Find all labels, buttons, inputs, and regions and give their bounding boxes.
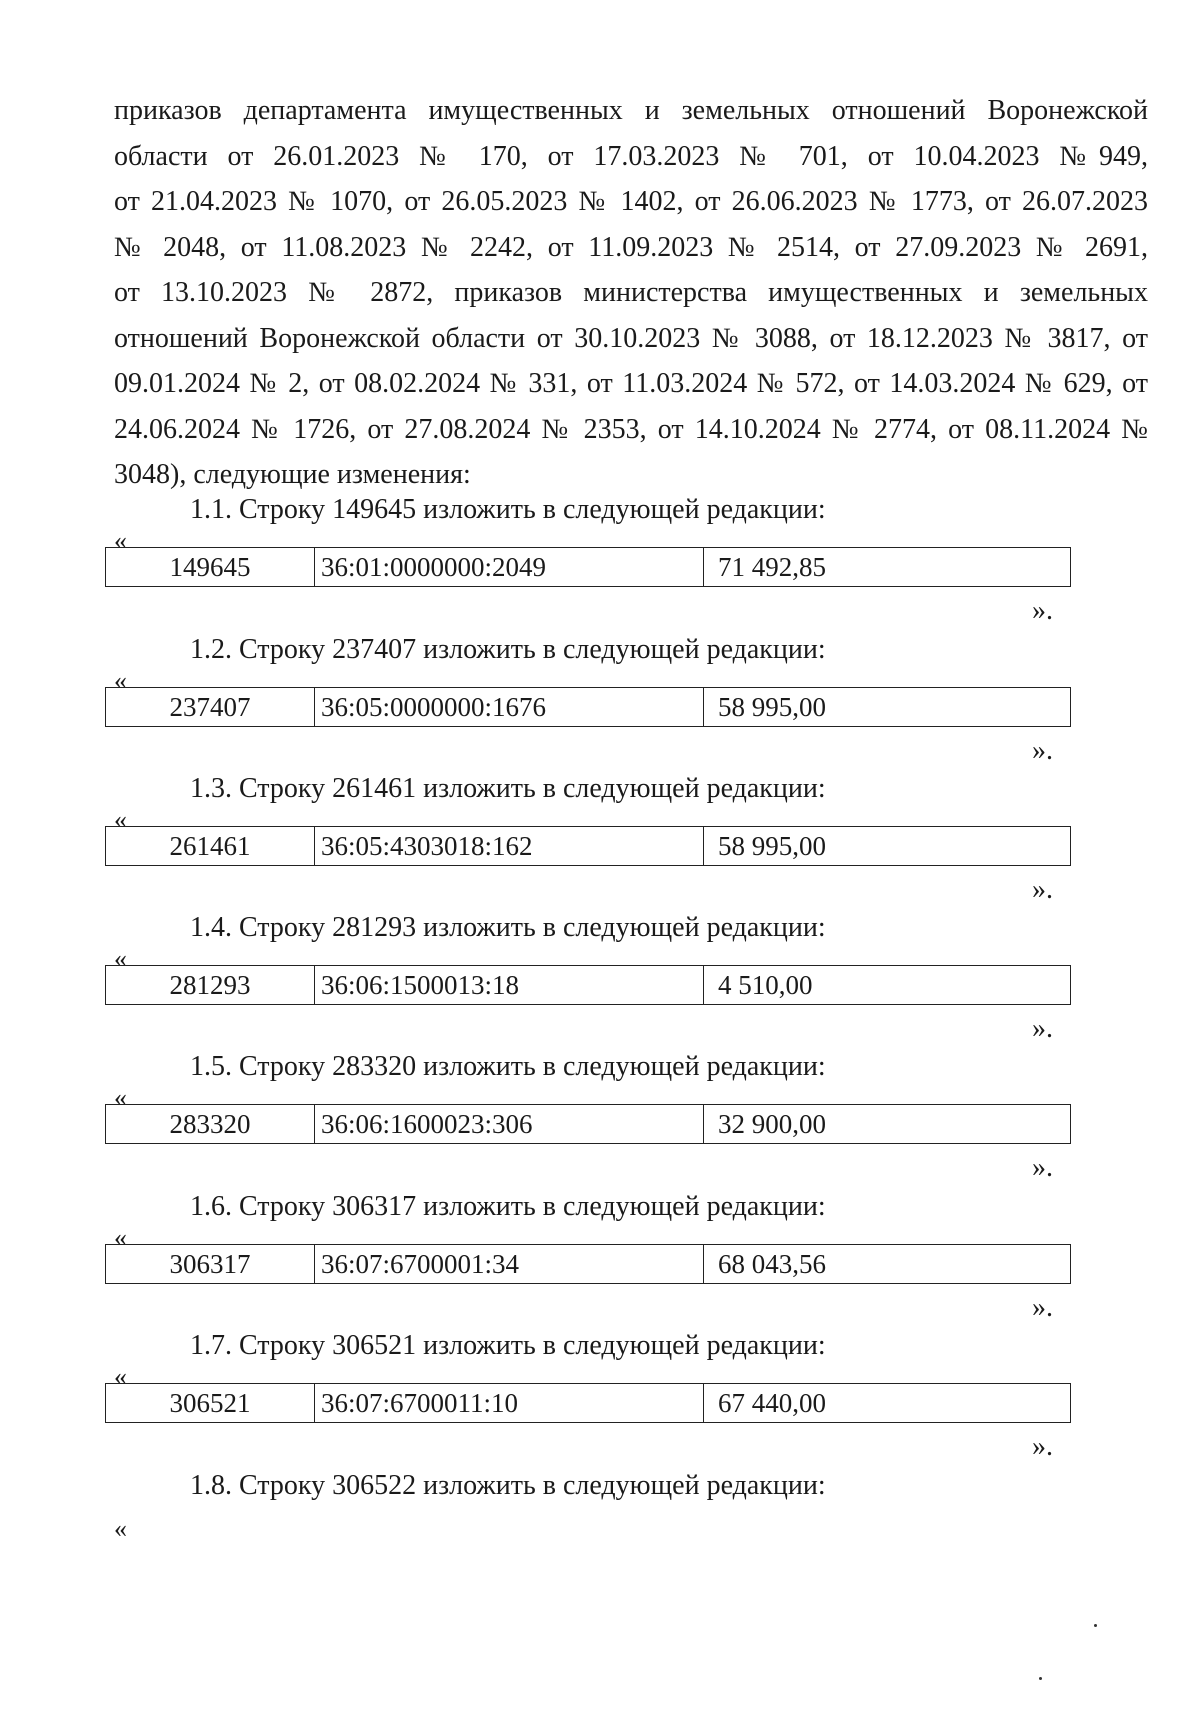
cadastral-number-cell: 36:06:1500013:18 [315,966,704,1005]
close-quote: ». [1032,735,1053,766]
intro-line: № 2048, от 11.08.2023 № 2242, от 11.09.2023 № 2514, от 27.09.2023 № 2691, [114,231,1148,263]
close-quote: ». [1032,1013,1053,1044]
amendment-heading: 1.5. Строку 283320 изложить в следующей редакции: [190,1051,826,1082]
open-quote: « [114,944,127,973]
open-quote: « [114,666,127,695]
amendment-1-1 [0,492,1200,632]
table-row [106,548,1071,587]
open-quote: « [114,1223,127,1252]
row-number-cell: 237407 [106,688,315,727]
open-quote: « [114,805,127,834]
cadastral-number-cell: 36:07:6700001:34 [315,1245,704,1284]
amendment-table [105,1244,1071,1284]
intro-line: отношений Воронежской области от 30.10.2023 № 3088, от 18.12.2023 № 3817, от [114,322,1148,354]
amendment-table [105,547,1071,587]
open-quote: « [114,1362,127,1391]
close-quote: ». [1032,874,1053,905]
amendment-table [105,965,1071,1005]
value-cell: 68 043,56 [704,1245,1071,1284]
value-cell: 71 492,85 [704,548,1071,587]
table-row [106,688,1071,727]
open-quote: « [114,1083,127,1112]
scan-speck [1039,1677,1042,1680]
amendment-heading: 1.1. Строку 149645 изложить в следующей редакции: [190,494,826,525]
close-quote: ». [1032,595,1053,626]
amendment-1-2 [0,632,1200,772]
cadastral-number-cell: 36:05:4303018:162 [315,827,704,866]
intro-line: от 13.10.2023 № 2872, приказов министерства имущественных и земельных [114,277,1148,308]
row-number-cell: 283320 [106,1105,315,1144]
value-cell: 58 995,00 [704,688,1071,727]
amendment-1-6 [0,1189,1200,1329]
table-row [106,827,1071,866]
row-number-cell: 281293 [106,966,315,1005]
amendment-1-5 [0,1049,1200,1189]
amendment-table [105,1104,1071,1144]
row-number-cell: 306317 [106,1245,315,1284]
row-number-cell: 261461 [106,827,315,866]
value-cell: 58 995,00 [704,827,1071,866]
intro-line: 09.01.2024 № 2, от 08.02.2024 № 331, от 11.03.2024 № 572, от 14.03.2024 № 629, от [114,368,1148,399]
amendment-table [105,1383,1071,1423]
amendment-1-4 [0,910,1200,1050]
amendment-heading: 1.2. Строку 237407 изложить в следующей редакции: [190,634,826,665]
value-cell: 67 440,00 [704,1384,1071,1423]
cadastral-number-cell: 36:01:0000000:2049 [315,548,704,587]
cadastral-number-cell: 36:05:0000000:1676 [315,688,704,727]
intro-paragraph [114,88,1148,498]
cadastral-number-cell: 36:06:1600023:306 [315,1105,704,1144]
intro-line: 3048), следующие изменения: [114,459,471,490]
amendment-heading: 1.6. Строку 306317 изложить в следующей редакции: [190,1191,826,1222]
table-row [106,966,1071,1005]
close-quote: ». [1032,1152,1053,1183]
table-row [106,1384,1071,1423]
cadastral-number-cell: 36:07:6700011:10 [315,1384,704,1423]
amendment-table [105,826,1071,866]
amendment-heading: 1.3. Строку 261461 изложить в следующей редакции: [190,773,826,804]
open-quote: « [114,1514,127,1543]
row-number-cell: 149645 [106,548,315,587]
table-row [106,1105,1071,1144]
row-number-cell: 306521 [106,1384,315,1423]
amendment-heading: 1.7. Строку 306521 изложить в следующей редакции: [190,1330,826,1361]
value-cell: 4 510,00 [704,966,1071,1005]
amendment-table [105,687,1071,727]
table-row [106,1245,1071,1284]
intro-line: 24.06.2024 № 1726, от 27.08.2024 № 2353, от 14.10.2024 № 2774, от 08.11.2024 № [114,413,1148,445]
amendment-heading: 1.4. Строку 281293 изложить в следующей редакции: [190,912,826,943]
amendment-1-7 [0,1328,1200,1468]
intro-line: от 21.04.2023 № 1070, от 26.05.2023 № 1402, от 26.06.2023 № 1773, от 26.07.2023 [114,186,1148,217]
intro-line: приказов департамента имущественных и земельных отношений Воронежской [114,95,1148,126]
scan-speck [1094,1624,1097,1627]
close-quote: ». [1032,1431,1053,1462]
amendment-1-3 [0,771,1200,911]
value-cell: 32 900,00 [704,1105,1071,1144]
intro-line: области от 26.01.2023 № 170, от 17.03.2023 № 701, от 10.04.2023 №949, [114,140,1148,172]
close-quote: ». [1032,1292,1053,1323]
amendment-heading: 1.8. Строку 306522 изложить в следующей редакции: [190,1470,826,1501]
open-quote: « [114,526,127,555]
